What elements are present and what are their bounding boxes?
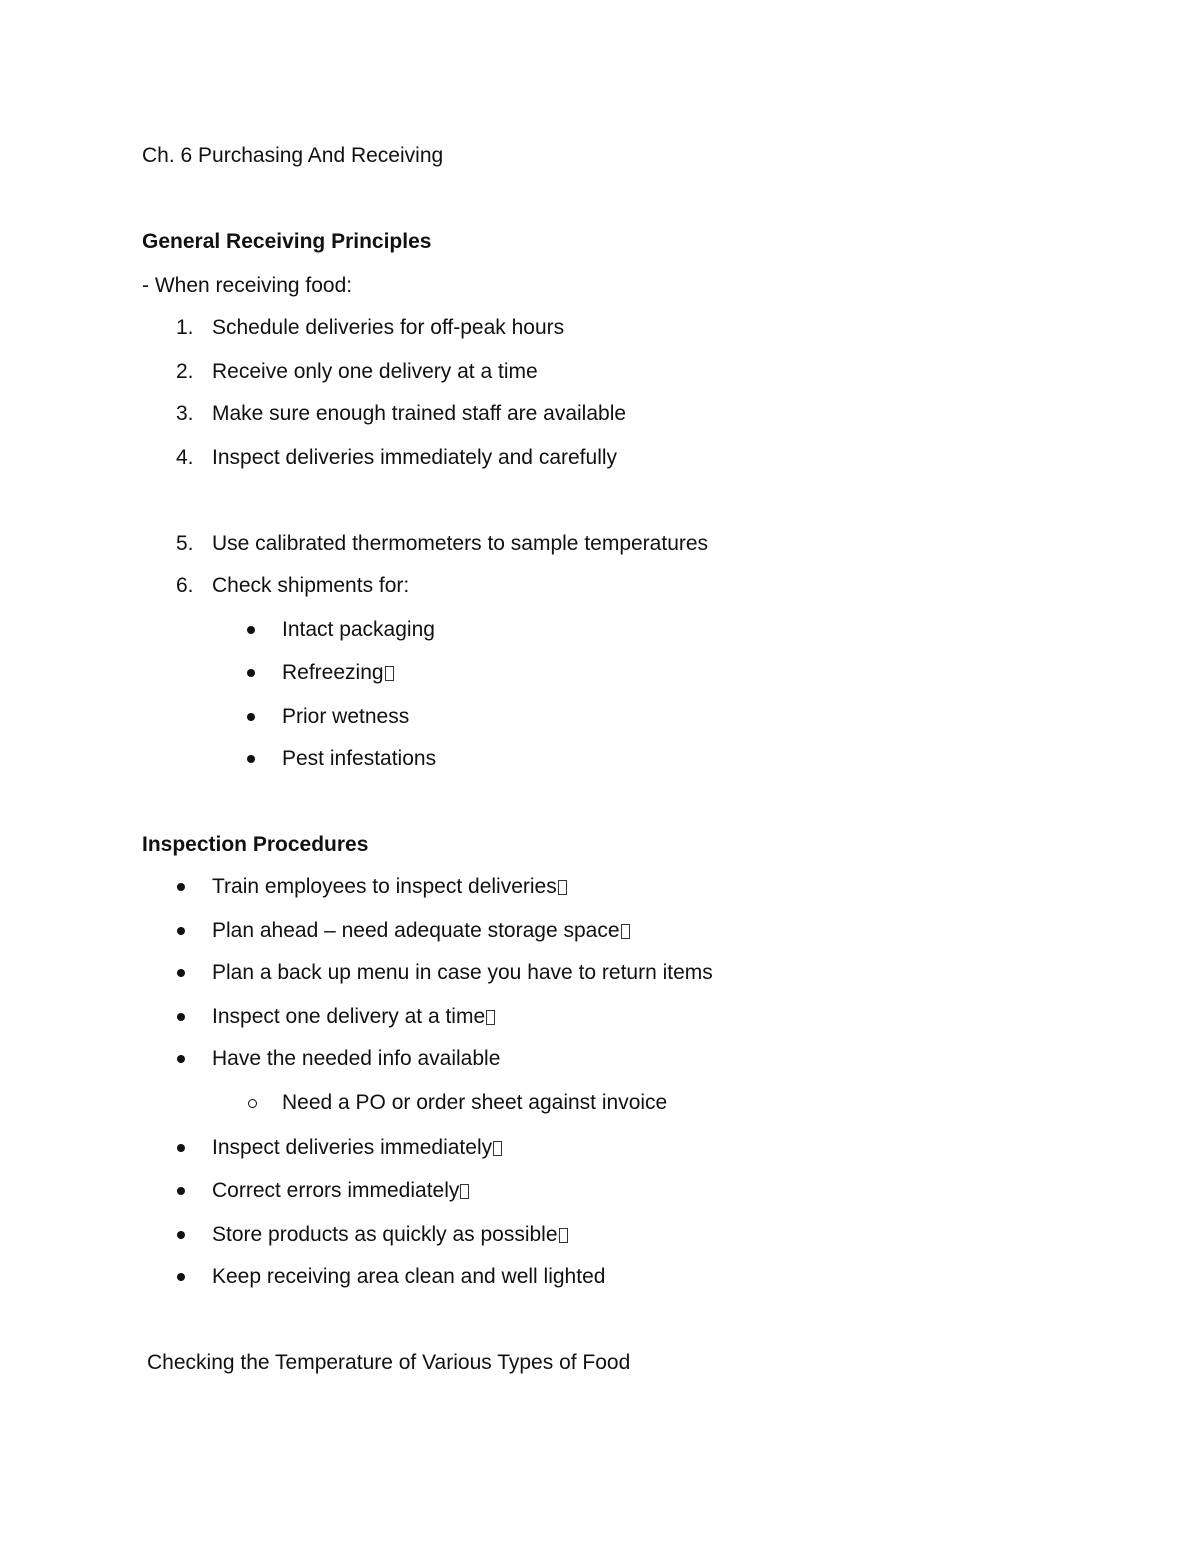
missing-glyph-icon bbox=[385, 666, 394, 681]
bullet-icon bbox=[177, 969, 185, 977]
list-item-text: Schedule deliveries for off-peak hours bbox=[212, 316, 565, 339]
list-item-text: Store products as quickly as possible bbox=[212, 1223, 558, 1246]
missing-glyph-icon bbox=[493, 1141, 502, 1156]
bullet-icon bbox=[247, 626, 255, 634]
missing-glyph-icon bbox=[559, 1228, 568, 1243]
list-item-text: Inspect deliveries immediately bbox=[212, 1136, 493, 1159]
list-number: 4. bbox=[176, 446, 194, 469]
missing-glyph-icon bbox=[558, 880, 567, 895]
list-item-text: Plan ahead – need adequate storage space bbox=[212, 919, 620, 942]
bullet-icon bbox=[247, 755, 255, 763]
bullet-icon bbox=[247, 713, 255, 721]
list-item-text: Intact packaging bbox=[282, 618, 435, 641]
list-item-line bbox=[212, 1222, 568, 1248]
list-number: 6. bbox=[176, 574, 194, 597]
list-item-text: Use calibrated thermometers to sample temperatures bbox=[212, 532, 709, 555]
list-item-text: Make sure enough trained staff are available bbox=[212, 402, 627, 425]
list-item-text: Receive only one delivery at a time bbox=[212, 360, 538, 383]
missing-glyph-icon bbox=[460, 1184, 469, 1199]
bullet-icon bbox=[177, 927, 185, 935]
bullet-icon bbox=[177, 1187, 185, 1195]
list-item-line bbox=[212, 874, 567, 900]
section-heading-temperature: Checking the Temperature of Various Types of Food bbox=[147, 1351, 631, 1374]
list-item-text: Correct errors immediately bbox=[212, 1179, 460, 1202]
missing-glyph-icon bbox=[486, 1010, 495, 1025]
list-item-text: Inspect deliveries immediately and carefully bbox=[212, 446, 618, 469]
bullet-icon bbox=[177, 1013, 185, 1021]
list-number: 5. bbox=[176, 532, 194, 555]
list-item-line bbox=[212, 918, 630, 944]
bullet-icon bbox=[177, 1231, 185, 1239]
list-item-text: Prior wetness bbox=[282, 705, 410, 728]
list-number: 3. bbox=[176, 402, 194, 425]
missing-glyph-icon bbox=[621, 924, 630, 939]
list-item-text: Pest infestations bbox=[282, 747, 437, 770]
list-item-text: Refreezing bbox=[282, 661, 384, 684]
bullet-icon bbox=[177, 883, 185, 891]
list-item-text: Need a PO or order sheet against invoice bbox=[282, 1091, 668, 1114]
list-item-text: Check shipments for: bbox=[212, 574, 410, 597]
list-item-line bbox=[212, 1178, 469, 1204]
list-item-line bbox=[212, 1135, 502, 1161]
bullet-icon bbox=[247, 669, 255, 677]
list-item-text: Inspect one delivery at a time bbox=[212, 1005, 486, 1028]
bullet-icon bbox=[177, 1273, 185, 1281]
section-intro: - When receiving food: bbox=[142, 274, 353, 297]
bullet-icon bbox=[177, 1055, 185, 1063]
list-item-line bbox=[212, 1004, 495, 1030]
page-title: Ch. 6 Purchasing And Receiving bbox=[142, 144, 444, 167]
bullet-icon bbox=[177, 1144, 185, 1152]
list-item-text: Train employees to inspect deliveries bbox=[212, 875, 557, 898]
section-heading-inspection: Inspection Procedures bbox=[142, 833, 369, 856]
list-item-text: Keep receiving area clean and well lighted bbox=[212, 1265, 606, 1288]
hollow-bullet-icon bbox=[248, 1099, 257, 1108]
list-item-text: Have the needed info available bbox=[212, 1047, 501, 1070]
list-number: 1. bbox=[176, 316, 194, 339]
list-item-text: Plan a back up menu in case you have to return items bbox=[212, 961, 713, 984]
list-item-line bbox=[282, 660, 394, 686]
list-number: 2. bbox=[176, 360, 194, 383]
section-heading-general-receiving: General Receiving Principles bbox=[142, 230, 432, 253]
